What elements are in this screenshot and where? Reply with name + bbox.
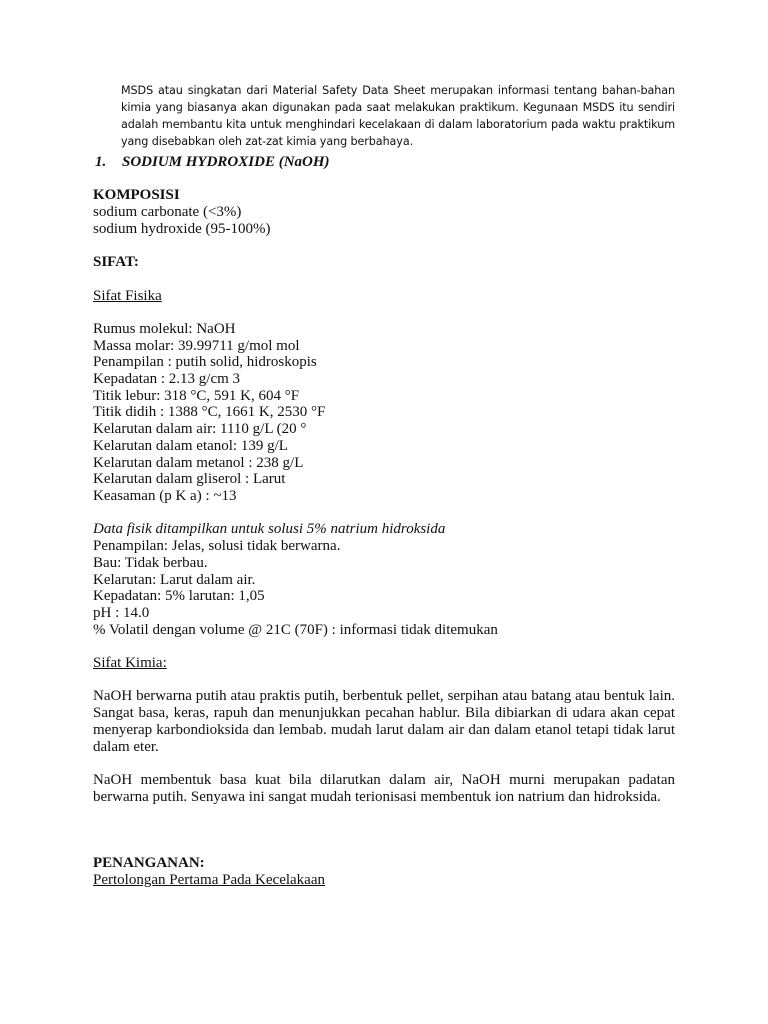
section-title [93,154,675,171]
kimia-paragraph: NaOH membentuk basa kuat bila dilarutkan dalam air, NaOH murni merupakan padatan berwarna putih. Senyawa ini sangat mudah terionisasi membentuk ion natrium dan hidroksida. [93,771,675,805]
kimia-paragraph: NaOH berwarna putih atau praktis putih, berbentuk pellet, serpihan atau batang atau bentuk lain. Sangat basa, keras, rapuh dan menunjukkan pecahan hablur. Bila dibiarkan di udara akan cepat menyerap karbondioksida dan lembab. mudah larut dalam air dan dalam etanol tetapi tidak larut dalam eter. [93,688,675,755]
fisika-item: Kepadatan : 2.13 g/cm 3 [93,371,241,388]
fisika-item: Kelarutan dalam metanol : 238 g/L [93,454,304,471]
solusi-item: Bau: Tidak berbau. [93,554,208,571]
solusi-item: Penampilan: Jelas, solusi tidak berwarna. [93,538,341,555]
intro-paragraph: MSDS atau singkatan dari Material Safety Data Sheet merupakan informasi tentang bahan-bahan kimia yang biasanya akan digunakan pada saat melakukan praktikum. Kegunaan MSDS itu sendiri adalah membantu kita untuk menghindari kecelakaan di dalam laboratorium pada waktu praktikum yang disebabkan oleh zat-zat kimia yang berbahaya. [121,84,675,148]
solusi-item: Kepadatan: 5% larutan: 1,05 [93,588,265,605]
fisika-item: Kelarutan dalam gliserol : Larut [93,471,286,488]
fisika-item: Titik lebur: 318 °C, 591 K, 604 °F [93,387,300,404]
solusi-item: Kelarutan: Larut dalam air. [93,571,256,588]
penanganan-subheading: Pertolongan Pertama Pada Kecelakaan [93,872,325,889]
komposisi-heading: KOMPOSISI [93,187,180,204]
solusi-heading: Data fisik ditampilkan untuk solusi 5% natrium hidroksida [93,521,446,538]
solusi-item: pH : 14.0 [93,604,150,621]
fisika-item: Rumus molekul: NaOH [93,320,236,337]
document-body [93,154,675,889]
fisika-item: Titik didih : 1388 °C, 1661 K, 2530 °F [93,404,326,421]
section-number: 1. [95,154,107,170]
sifat-fisika-heading: Sifat Fisika [93,287,162,304]
fisika-item: Massa molar: 39.99711 g/mol mol [93,337,300,354]
solusi-item: % Volatil dengan volume @ 21C (70F) : informasi tidak ditemukan [93,621,498,638]
fisika-item: Keasaman (p K a) : ~13 [93,488,237,504]
komposisi-item: sodium hydroxide (95-100%) [93,220,271,237]
sifat-heading: SIFAT: [93,254,139,271]
fisika-item: Penampilan : putih solid, hidroskopis [93,354,317,371]
fisika-item: Kelarutan dalam air: 1110 g/L (20 ° [93,421,307,438]
penanganan-heading: PENANGANAN: [93,855,205,872]
section-title-text: SODIUM HYDROXIDE (NaOH) [122,154,330,170]
komposisi-item: sodium carbonate (<3%) [93,204,242,221]
sifat-kimia-heading: Sifat Kimia: [93,655,167,671]
fisika-item: Kelarutan dalam etanol: 139 g/L [93,437,288,454]
